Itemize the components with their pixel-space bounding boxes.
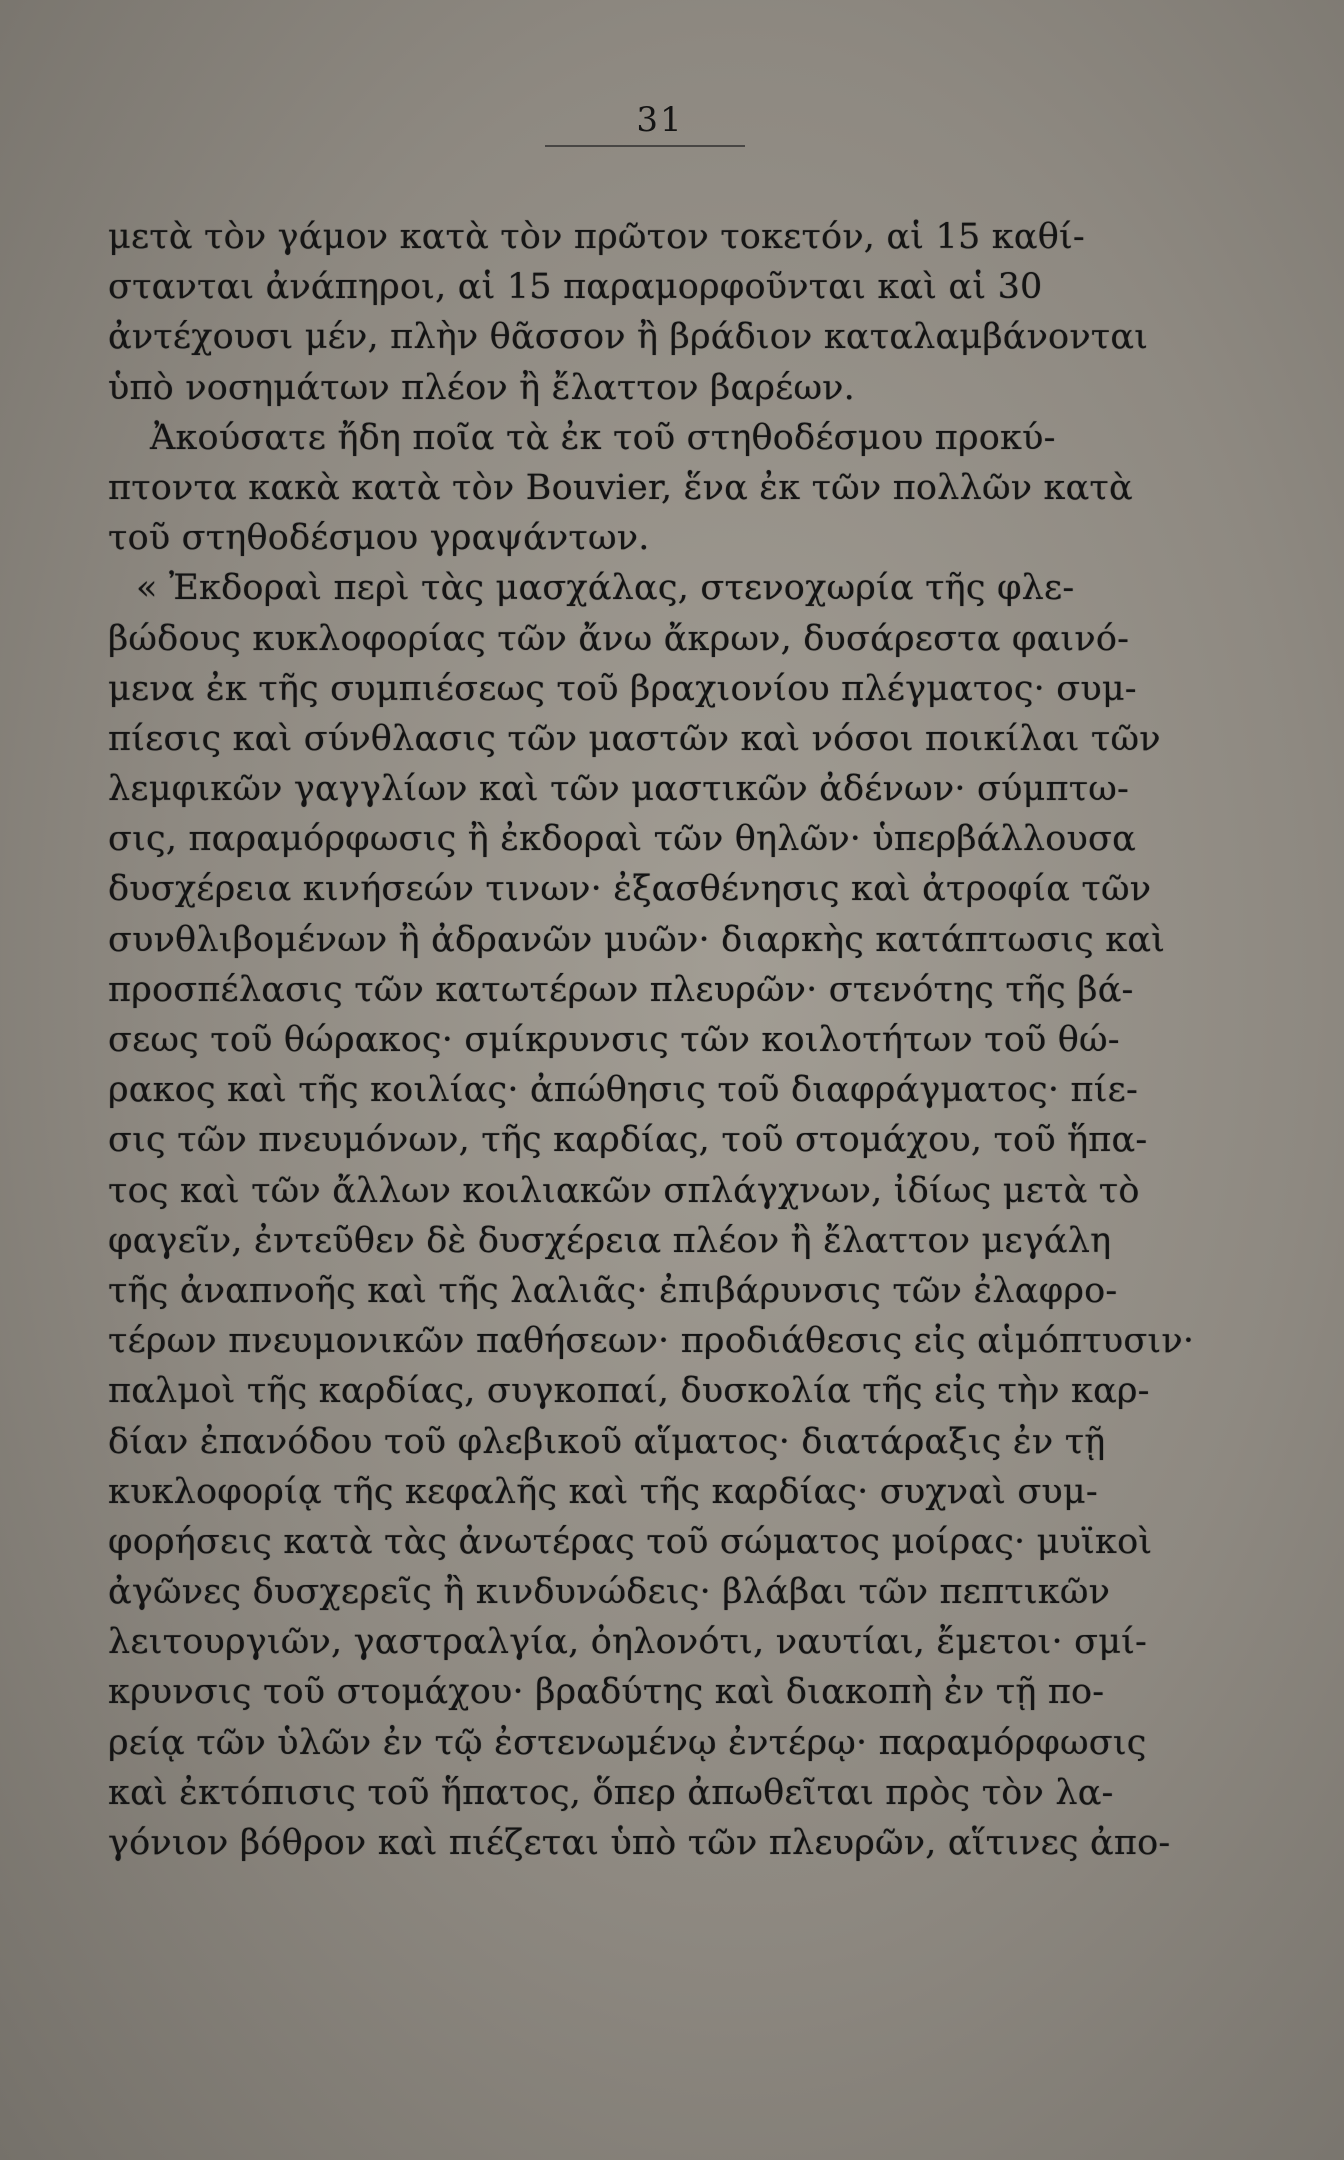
- text-line: μενα ἐκ τῆς συμπιέσεως τοῦ βραχιονίου πλέγματος· συμ-: [108, 668, 1137, 709]
- text-line: ἀγῶνες δυσχερεῖς ἢ κινδυνώδεις· βλάβαι τῶν πεπτικῶν: [108, 1572, 1111, 1613]
- page-number: 31: [636, 100, 684, 140]
- text-line: ὑπὸ νοσημάτων πλέον ἢ ἔλαττον βαρέων.: [108, 367, 855, 408]
- text-line: κυκλοφορίᾳ τῆς κεφαλῆς καὶ τῆς καρδίας· συχναὶ συμ-: [108, 1471, 1098, 1512]
- text-line: λειτουργιῶν, γαστραλγία, ὀηλονότι, ναυτίαι, ἔμετοι· σμί-: [108, 1622, 1148, 1663]
- text-line: καὶ ἐκτόπισις τοῦ ἥπατος, ὅπερ ἀπωθεῖται πρὸς τὸν λα-: [108, 1772, 1114, 1813]
- text-line: κρυνσις τοῦ στομάχου· βραδύτης καὶ διακοπὴ ἐν τῇ πο-: [108, 1672, 1105, 1713]
- text-line: φαγεῖν, ἐντεῦθεν δὲ δυσχέρεια πλέον ἢ ἔλαττον μεγάλη: [108, 1220, 1112, 1261]
- text-line: ρακος καὶ τῆς κοιλίας· ἀπώθησις τοῦ διαφράγματος· πίε-: [108, 1070, 1138, 1111]
- text-line: τῆς ἀναπνοῆς καὶ τῆς λαλιᾶς· ἐπιβάρυνσις τῶν ἐλαφρο-: [108, 1270, 1118, 1311]
- text-line: πτοντα κακὰ κατὰ τὸν Bouvier, ἕνα ἐκ τῶν πολλῶν κατὰ: [108, 467, 1133, 508]
- text-line: βώδους κυκλοφορίας τῶν ἄνω ἄκρων, δυσάρεστα φαινό-: [108, 618, 1130, 659]
- text-line: Ἀκούσατε ἤδη ποῖα τὰ ἐκ τοῦ στηθοδέσμου προκύ-: [150, 417, 1056, 458]
- text-line: πίεσις καὶ σύνθλασις τῶν μαστῶν καὶ νόσοι ποικίλαι τῶν: [108, 718, 1161, 759]
- text-line: φορήσεις κατὰ τὰς ἀνωτέρας τοῦ σώματος μοίρας· μυϊκοὶ: [108, 1521, 1153, 1562]
- text-line: παλμοὶ τῆς καρδίας, συγκοπαί, δυσκολία τῆς εἰς τὴν καρ-: [108, 1371, 1150, 1412]
- text-line: ρείᾳ τῶν ὑλῶν ἐν τῷ ἐστενωμένῳ ἐντέρῳ· παραμόρφωσις: [108, 1722, 1147, 1763]
- text-line: δίαν ἐπανόδου τοῦ φλεβικοῦ αἵματος· διατάραξις ἐν τῇ: [108, 1421, 1106, 1462]
- text-line: προσπέλασις τῶν κατωτέρων πλευρῶν· στενότης τῆς βά-: [108, 969, 1134, 1010]
- text-line: τέρων πνευμονικῶν παθήσεων· προδιάθεσις εἰς αἱμόπτυσιν·: [108, 1321, 1195, 1362]
- text-line: σις τῶν πνευμόνων, τῆς καρδίας, τοῦ στομάχου, τοῦ ἥπα-: [108, 1120, 1148, 1161]
- text-line: σις, παραμόρφωσις ἢ ἐκδοραὶ τῶν θηλῶν· ὑπερβάλλουσα: [108, 819, 1136, 860]
- text-line: σεως τοῦ θώρακος· σμίκρυνσις τῶν κοιλοτήτων τοῦ θώ-: [108, 1020, 1120, 1060]
- text-line: στανται ἀνάπηροι, αἱ 15 παραμορφοῦνται καὶ αἱ 30: [108, 267, 1043, 308]
- body-text: [108, 212, 1195, 1868]
- text-line: λεμφικῶν γαγγλίων καὶ τῶν μαστικῶν ἀδένων· σύμπτω-: [108, 769, 1130, 810]
- text-line: γόνιον βόθρον καὶ πιέζεται ὑπὸ τῶν πλευρῶν, αἵτινες ἀπο-: [108, 1823, 1171, 1863]
- text-line: τοῦ στηθοδέσμου γραψάντων.: [108, 518, 650, 559]
- text-line: ἀντέχουσι μέν, πλὴν θᾶσσον ἢ βράδιον καταλαμβάνονται: [108, 317, 1149, 358]
- text-line: « Ἐκδοραὶ περὶ τὰς μασχάλας, στενοχωρία τῆς φλε-: [136, 568, 1075, 609]
- text-line: μετὰ τὸν γάμον κατὰ τὸν πρῶτον τοκετόν, αἱ 15 καθί-: [108, 217, 1085, 257]
- text-line: συνθλιβομένων ἢ ἀδρανῶν μυῶν· διαρκὴς κατάπτωσις καὶ: [108, 919, 1166, 960]
- page-number-rule: [545, 145, 745, 147]
- text-line: τος καὶ τῶν ἄλλων κοιλιακῶν σπλάγχνων, ἰδίως μετὰ τὸ: [108, 1170, 1140, 1211]
- text-line: δυσχέρεια κινήσεών τινων· ἐξασθένησις καὶ ἀτροφία τῶν: [108, 869, 1152, 910]
